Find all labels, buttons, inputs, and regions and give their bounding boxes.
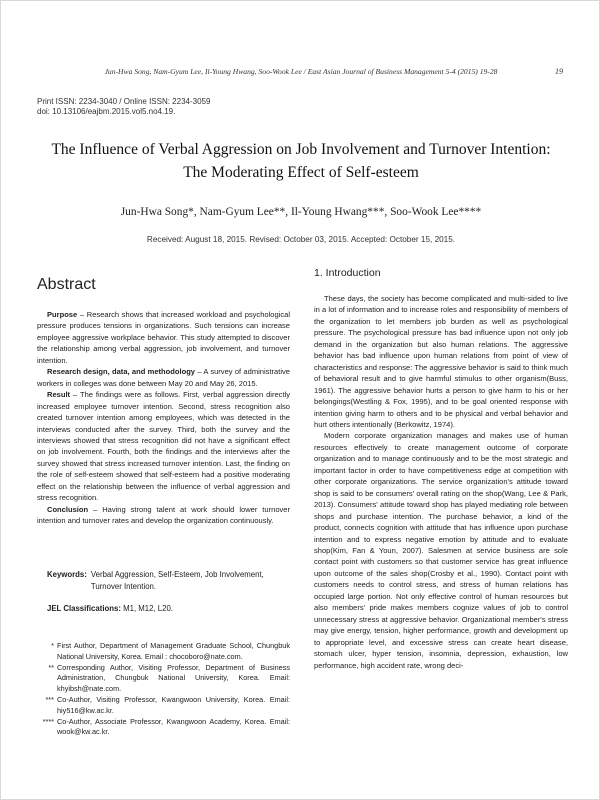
introduction-paragraph-2: Modern corporate organization manages and makes use of human resources effectively to create management outcome of corporate organization and to manage continuously and to be the most strategic and important factor in order to have competitiveness edge at competition with other corporate organizations. The service organization's attitude toward shop is said to be consumers' overall rating on the shop(Wang, Lee & Park, 2013). Consumers' attitude toward shop has played mediating role between shops and purchase intention. The purchase behavior, a kind of the product, connects cognition with attitude that has influence upon purchase intention and to express negative emotion by attitude and to evaluate shop(Kim, Fan & Youn, 2007). Salesmen at service business are sole contact point with customers so that customer service has great influence upon outcome of the sales shop(Crosby et al., 1990). Contact point with customers needs to control stress, and stress of human relations has occupied large portion. Not only effective control of human resources but also members' pride makes members cognize values of job to control unnecessary stress at aggressive behavior. Organizational member's stress may give energy, tension, higher performance, growth and development up to appropriate level, and excessive stress can create heart disease, stomach ulcer, hyper tension, insomnia, depression, exhaustion, low performance, high accident rate, wrong deci-: [314, 431, 568, 670]
introduction-body: [314, 293, 568, 671]
footnote-mark: *: [51, 641, 54, 650]
running-header: Jun-Hwa Song, Nam-Gyum Lee, Il-Young Hwang, Soo-Wook Lee / East Asian Journal of Business Management 5-4 (2015) 19-28: [104, 67, 498, 76]
footnote-mark: ***: [45, 694, 54, 704]
abstract-conclusion: [37, 504, 290, 527]
conclusion-label: Conclusion: [47, 504, 89, 514]
footnote-text: Co-Author, Associate Professor, Kwangwoon Academy, Korea. Email: wook@kw.ac.kr.: [57, 716, 290, 737]
purpose-label: Purpose: [47, 310, 78, 319]
keywords-text: Verbal Aggression, Self-Esteem, Job Involvement, Turnover Intention.: [90, 570, 264, 591]
result-text: – The findings were as follows. First, verbal aggression directly increased employee turnover intention. Second, stress recognition also created turnover intention among employees, which was detected in the interviews conducted after the survey. Third, both the survey and the interviews showed that stress recognition did not have a significant effect on job involvement. Fourth, both the findings and the interviews after the survey showed that stress increased turnover intention. Last, the finding on the role of self-esteem showed that self-esteem had a positive moderating effect on the relationship between the influence of verbal aggression and stress recognition.: [37, 390, 290, 503]
issn-block: [37, 97, 210, 117]
title-line-1: The Influence of Verbal Aggression on Job Involvement and Turnover Intention:: [51, 141, 551, 158]
introduction-paragraph-1: These days, the society has become complicated and multi-sided to live in a lot of information and to increase roles and responsibility of members of the organization to let members job burden as well as psychological pressure. The psychological pressure has bad influence upon not only job demand in the organization but also human relations. The aggressive behavior has bad influence upon human relations from point of view of characteristics and response: The aggressive behavior is said to think much of behavioral result and to give harmful stimulus to other organism(Buss, 1961). The aggressive behavior hurts a person to give harm to his or her belongings(Westling & Fox, 1995), and to be goal oriented response with intention giving harm to others and to be physical and verbal behavior and hurt others intentionally (Berkowitz, 1974).: [314, 294, 568, 429]
keywords-label: Keywords:: [47, 570, 87, 579]
footnote: [37, 641, 290, 663]
keywords: [37, 569, 290, 592]
footnote: [37, 663, 290, 695]
result-label: Result: [47, 390, 71, 400]
jel-text: M1, M12, L20.: [120, 604, 173, 613]
author-list: Jun-Hwa Song*, Nam-Gyum Lee**, Il-Young Hwang***, Soo-Wook Lee****: [120, 206, 482, 218]
design-label: Research design, data, and methodology: [47, 367, 196, 377]
purpose-text: – Research shows that increased workload and psychological pressure produces tensions in organizations. Such tensions can increase employee aggressive workplace behavior. This study attempted to discover the relationship among verbal aggression, job involvement, and turnover intention.: [37, 310, 290, 365]
footnote-text: First Author, Department of Management Graduate School, Chungbuk National University, Korea. Email : chocoboro@nate.com.: [57, 641, 290, 661]
title-line-2: The Moderating Effect of Self-esteem: [183, 164, 419, 181]
footnote-mark: **: [48, 662, 54, 672]
footnote-text: Corresponding Author, Visiting Professor, Department of Business Administration, Chungbuk National University, Korea. Email: khyibsh@nate.com.: [57, 662, 290, 694]
issn-line: Print ISSN: 2234-3040 / Online ISSN: 2234-3059: [37, 97, 211, 106]
footnote-text: Co-Author, Visiting Professor, Kwangwoon University, Korea. Email: hiy516@kw.ac.kr.: [57, 694, 290, 715]
author-footnotes: [37, 641, 290, 738]
abstract-body: [37, 309, 290, 527]
introduction-heading: 1. Introduction: [314, 267, 381, 279]
footnote: [37, 717, 290, 739]
abstract-purpose: [37, 309, 290, 366]
abstract-heading: Abstract: [37, 276, 96, 293]
conclusion-text: – Having strong talent at work should lower turnover intention and turnover rates and develop the organization continuously.: [37, 504, 290, 526]
paper-title: [21, 138, 581, 184]
abstract-design: [37, 366, 290, 389]
page-number: 19: [555, 67, 563, 76]
jel-label: JEL Classifications:: [47, 604, 121, 613]
received-dates: Received: August 18, 2015. Revised: October 03, 2015. Accepted: October 15, 2015.: [146, 235, 456, 244]
jel-classifications: [47, 604, 173, 613]
doi-line: doi: 10.13106/eajbm.2015.vol5.no4.19.: [37, 107, 176, 116]
footnote-mark: ****: [42, 716, 54, 726]
abstract-result: [37, 389, 290, 504]
footnote: [37, 695, 290, 717]
design-text: – A survey of administrative workers in colleges was done between May 20 and May 26, 2015.: [37, 367, 290, 388]
